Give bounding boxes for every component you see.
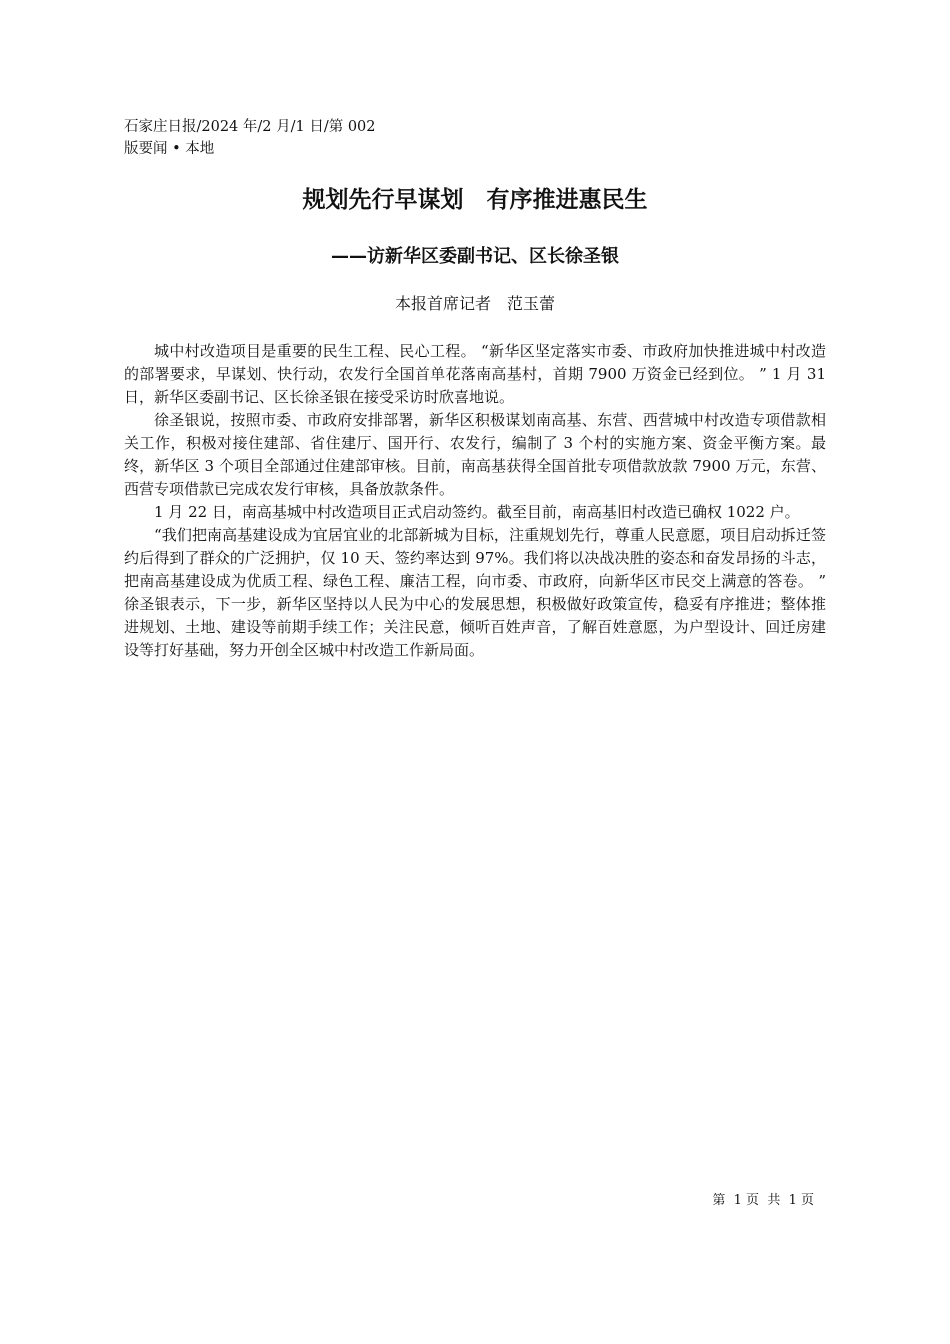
article-byline: 本报首席记者 范玉蕾 — [394, 294, 555, 313]
page-number: 第 1 页 共 1 页 — [712, 1193, 814, 1208]
article-title: 规划先行早谋划 有序推进惠民生 — [302, 187, 648, 213]
article-body — [124, 340, 826, 662]
article-subtitle: ——访新华区委副书记、区长徐圣银 — [331, 246, 619, 267]
paragraph: “我们把南高基建设成为宜居宜业的北部新城为目标，注重规划先行，尊重人民意愿，项目启动拆迁签约后得到了群众的广泛拥护，仅 10 天、签约率达到 97%。我们将以决战决胜的姿态和奋发昂扬的斗志，把南高基建设成为优质工程、绿色工程、廉洁工程，向市委、市政府，向新华区市民交上满意的答卷。 ” 徐圣银表示，下一步，新华区坚持以人民为中心的发展思想，积极做好政策宣传，稳妥有序推进；整体推进规划、土地、建设等前期手续工作；关注民意，倾听百姓声音，了解百姓意愿，为户型设计、回迁房建设等打好基础，努力开创全区城中村改造工作新局面。 — [124, 526, 826, 659]
paragraph: 1 月 22 日，南高基城中村改造项目正式启动签约。截至目前，南高基旧村改造已确权 1022 户。 — [154, 503, 800, 521]
paragraph: 城中村改造项目是重要的民生工程、民心工程。 “新华区坚定落实市委、市政府加快推进城中村改造的部署要求，早谋划、快行动，农发行全国首单花落南高基村，首期 7900 万资金已经到位。 ” 1 月 31 日，新华区委副书记、区长徐圣银在接受采访时欣喜地说。 — [124, 342, 826, 406]
paragraph: 徐圣银说，按照市委、市政府安排部署，新华区积极谋划南高基、东营、西营城中村改造专项借款相关工作，积极对接住建部、省住建厅、国开行、农发行，编制了 3 个村的实施方案、资金平衡方案。最终，新华区 3 个项目全部通过住建部审核。目前，南高基获得全国首批专项借款放款 7900 万元，东营、西营专项借款已完成农发行审核，具备放款条件。 — [124, 411, 826, 498]
source-line-1: 石家庄日报/2024 年/2 月/1 日/第 002 — [124, 119, 376, 135]
source-line-2: 版要闻 • 本地 — [124, 141, 215, 157]
source-info — [124, 116, 424, 160]
